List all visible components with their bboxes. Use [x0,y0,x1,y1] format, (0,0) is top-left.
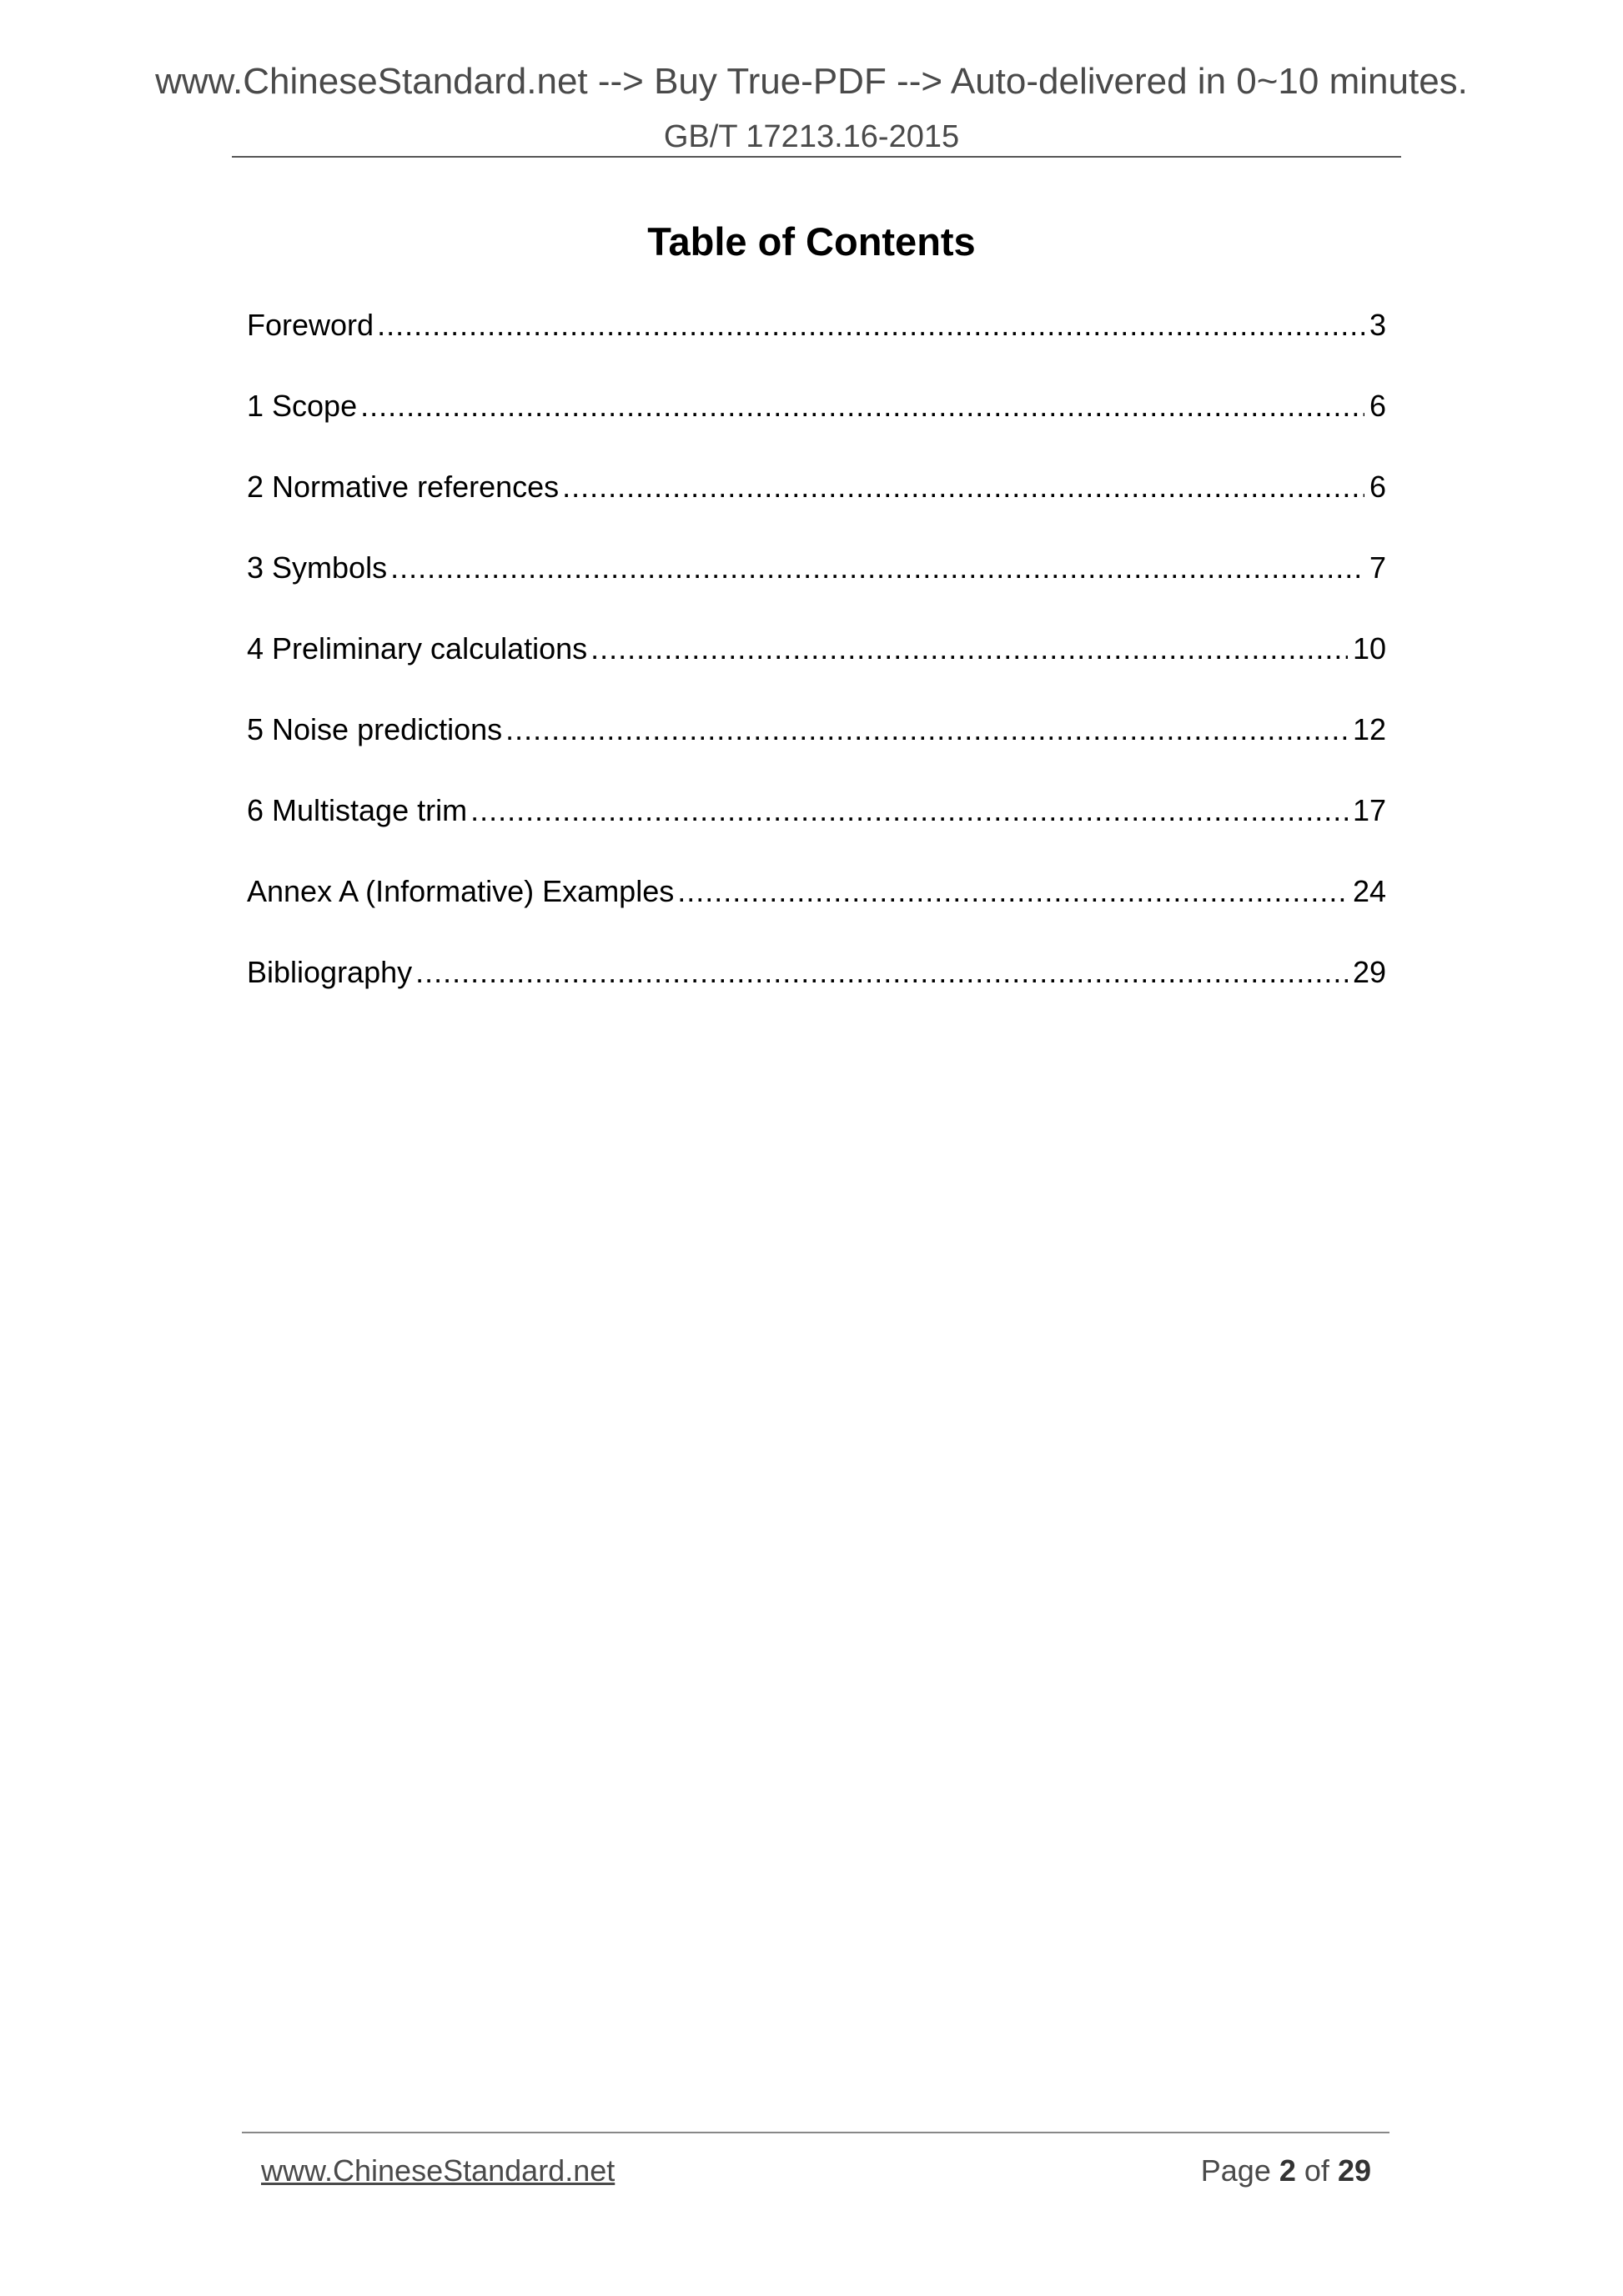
toc-leader-dots [360,391,1364,421]
page-of: of [1304,2153,1329,2188]
footer-page-number [1200,2153,1371,2188]
toc-entry-page: 10 [1352,634,1386,666]
toc-leader-dots [470,796,1348,826]
toc-entry-page: 3 [1369,310,1386,342]
toc-entry-label: 4 Preliminary calculations [247,634,588,666]
toc-entry-label: Foreword [247,310,374,342]
toc-entry-page: 7 [1369,553,1386,585]
toc-leader-dots [562,472,1364,502]
toc-entry-symbols[interactable] [247,553,1386,634]
toc-entry-label: 6 Multistage trim [247,796,468,827]
toc-entry-normative-references[interactable] [247,472,1386,553]
page-title: Table of Contents [647,219,976,264]
toc-entry-noise-predictions[interactable] [247,715,1386,796]
toc-entry-page: 6 [1369,472,1386,504]
toc-entry-annex-a[interactable] [247,877,1386,957]
footer-divider [242,2132,1389,2133]
toc-entry-page: 24 [1352,877,1386,908]
header-divider [232,156,1401,158]
toc-entry-preliminary-calculations[interactable] [247,634,1386,715]
standard-number: GB/T 17213.16-2015 [663,119,960,154]
toc-leader-dots [415,957,1348,987]
page-total: 29 [1337,2153,1371,2188]
toc-entry-multistage-trim[interactable] [247,796,1386,877]
toc-entry-label: Annex A (Informative) Examples [247,877,675,908]
header-banner: www.ChineseStandard.net --> Buy True-PDF --> Auto-delivered in 0~10 minutes. [155,61,1468,102]
toc-entry-page: 29 [1352,957,1386,989]
toc-entry-label: 3 Symbols [247,553,388,585]
toc-leader-dots [590,634,1348,664]
toc-entry-page: 17 [1352,796,1386,827]
toc-entry-scope[interactable] [247,391,1386,472]
toc-entry-label: 2 Normative references [247,472,560,504]
toc-entry-bibliography[interactable] [247,957,1386,1038]
toc-entry-foreword[interactable] [247,310,1386,391]
toc-leader-dots [505,715,1348,745]
toc-entry-page: 6 [1369,391,1386,423]
toc-leader-dots [377,310,1364,340]
toc-entry-label: Bibliography [247,957,413,989]
toc-list [247,310,1386,1038]
toc-entry-label: 1 Scope [247,391,358,423]
toc-entry-label: 5 Noise predictions [247,715,503,746]
page-prefix: Page [1200,2153,1271,2188]
toc-leader-dots [677,877,1348,907]
footer-website-link[interactable]: www.ChineseStandard.net [261,2153,616,2188]
page-current: 2 [1279,2153,1296,2188]
toc-leader-dots [390,553,1364,583]
toc-entry-page: 12 [1352,715,1386,746]
